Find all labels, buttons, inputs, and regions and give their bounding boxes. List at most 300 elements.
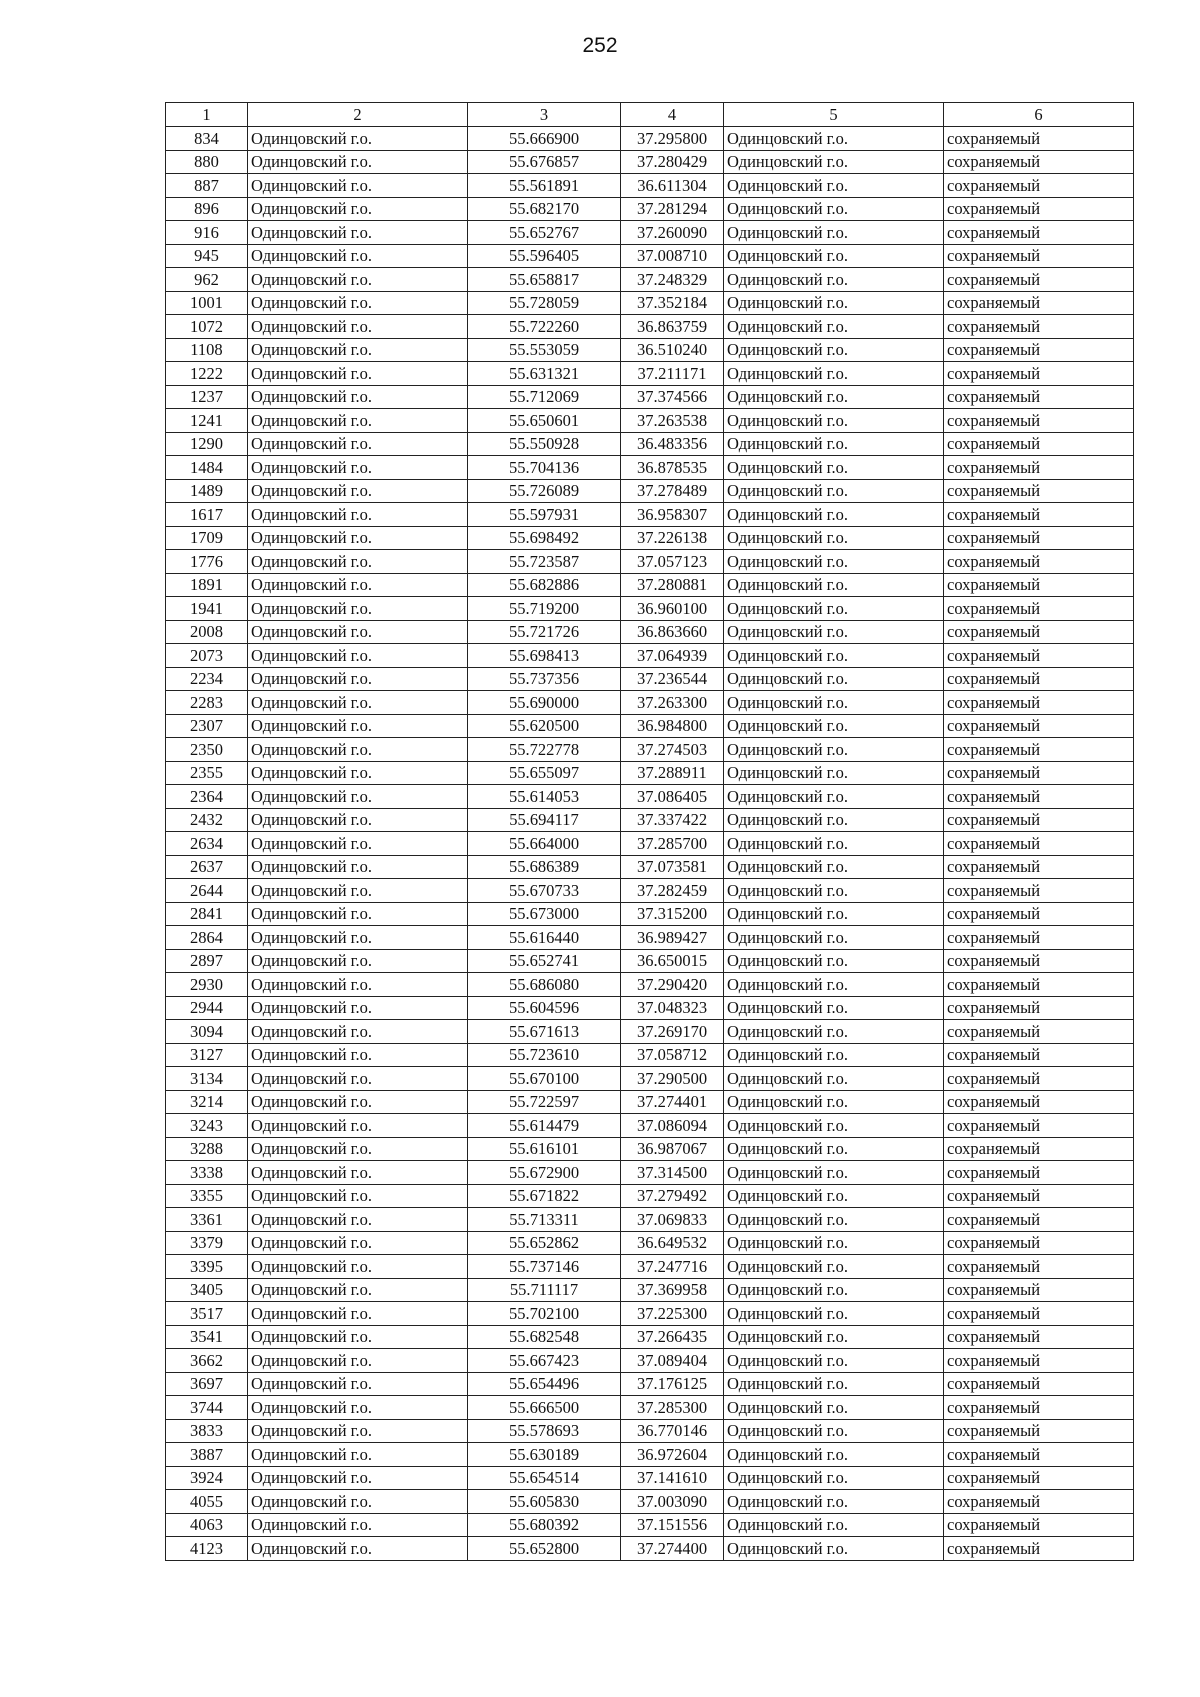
- cell-district-2: Одинцовский г.о.: [724, 1349, 944, 1373]
- cell-district-2: Одинцовский г.о.: [724, 691, 944, 715]
- cell-latitude: 55.553059: [468, 338, 621, 362]
- cell-latitude: 55.670100: [468, 1067, 621, 1091]
- table-row: [166, 385, 1134, 409]
- cell-district: Одинцовский г.о.: [248, 291, 468, 315]
- table-row: [166, 785, 1134, 809]
- cell-district: Одинцовский г.о.: [248, 973, 468, 997]
- cell-number: 3924: [166, 1466, 248, 1490]
- table-row: [166, 902, 1134, 926]
- cell-longitude: 37.280881: [621, 573, 724, 597]
- cell-longitude: 37.269170: [621, 1020, 724, 1044]
- cell-latitude: 55.666500: [468, 1396, 621, 1420]
- cell-district-2: Одинцовский г.о.: [724, 268, 944, 292]
- cell-status: сохраняемый: [944, 1466, 1134, 1490]
- cell-number: 916: [166, 221, 248, 245]
- cell-latitude: 55.614479: [468, 1114, 621, 1138]
- cell-number: 2634: [166, 832, 248, 856]
- cell-longitude: 37.282459: [621, 879, 724, 903]
- cell-latitude: 55.694117: [468, 808, 621, 832]
- registry-table: [165, 102, 1134, 1561]
- cell-longitude: 37.279492: [621, 1184, 724, 1208]
- cell-district: Одинцовский г.о.: [248, 244, 468, 268]
- cell-number: 3833: [166, 1419, 248, 1443]
- cell-district-2: Одинцовский г.о.: [724, 150, 944, 174]
- cell-district: Одинцовский г.о.: [248, 1020, 468, 1044]
- table-row: [166, 691, 1134, 715]
- cell-number: 3127: [166, 1043, 248, 1067]
- cell-status: сохраняемый: [944, 1231, 1134, 1255]
- cell-latitude: 55.680392: [468, 1513, 621, 1537]
- cell-longitude: 37.290420: [621, 973, 724, 997]
- cell-latitude: 55.650601: [468, 409, 621, 433]
- cell-district: Одинцовский г.о.: [248, 785, 468, 809]
- cell-longitude: 37.058712: [621, 1043, 724, 1067]
- cell-district: Одинцовский г.о.: [248, 714, 468, 738]
- cell-latitude: 55.667423: [468, 1349, 621, 1373]
- cell-longitude: 37.274503: [621, 738, 724, 762]
- table-row: [166, 550, 1134, 574]
- cell-status: сохраняемый: [944, 291, 1134, 315]
- cell-status: сохраняемый: [944, 855, 1134, 879]
- table-row: [166, 1114, 1134, 1138]
- cell-longitude: 37.247716: [621, 1255, 724, 1279]
- cell-number: 3541: [166, 1325, 248, 1349]
- table-row: [166, 1067, 1134, 1091]
- cell-status: сохраняемый: [944, 315, 1134, 339]
- cell-latitude: 55.690000: [468, 691, 621, 715]
- cell-longitude: 37.086094: [621, 1114, 724, 1138]
- table-row: [166, 620, 1134, 644]
- cell-number: 2644: [166, 879, 248, 903]
- cell-number: 1776: [166, 550, 248, 574]
- table-row: [166, 1419, 1134, 1443]
- cell-district-2: Одинцовский г.о.: [724, 832, 944, 856]
- cell-longitude: 37.069833: [621, 1208, 724, 1232]
- cell-status: сохраняемый: [944, 1349, 1134, 1373]
- table-row: [166, 738, 1134, 762]
- cell-district-2: Одинцовский г.о.: [724, 503, 944, 527]
- table-row: [166, 879, 1134, 903]
- column-header-1: 1: [166, 103, 248, 127]
- cell-status: сохраняемый: [944, 573, 1134, 597]
- cell-status: сохраняемый: [944, 761, 1134, 785]
- cell-status: сохраняемый: [944, 949, 1134, 973]
- cell-status: сохраняемый: [944, 1137, 1134, 1161]
- cell-latitude: 55.654496: [468, 1372, 621, 1396]
- cell-status: сохраняемый: [944, 268, 1134, 292]
- cell-number: 2930: [166, 973, 248, 997]
- cell-district-2: Одинцовский г.о.: [724, 1443, 944, 1467]
- cell-district: Одинцовский г.о.: [248, 1372, 468, 1396]
- cell-status: сохраняемый: [944, 1396, 1134, 1420]
- cell-status: сохраняемый: [944, 1278, 1134, 1302]
- cell-latitude: 55.616101: [468, 1137, 621, 1161]
- cell-longitude: 36.650015: [621, 949, 724, 973]
- cell-number: 3288: [166, 1137, 248, 1161]
- cell-district-2: Одинцовский г.о.: [724, 221, 944, 245]
- table-row: [166, 221, 1134, 245]
- cell-number: 1709: [166, 526, 248, 550]
- cell-number: 945: [166, 244, 248, 268]
- cell-longitude: 37.141610: [621, 1466, 724, 1490]
- cell-number: 3338: [166, 1161, 248, 1185]
- table-row: [166, 197, 1134, 221]
- cell-status: сохраняемый: [944, 597, 1134, 621]
- cell-number: 3094: [166, 1020, 248, 1044]
- cell-district-2: Одинцовский г.о.: [724, 902, 944, 926]
- cell-district: Одинцовский г.о.: [248, 1278, 468, 1302]
- table-row: [166, 1231, 1134, 1255]
- cell-district-2: Одинцовский г.о.: [724, 620, 944, 644]
- cell-status: сохраняемый: [944, 714, 1134, 738]
- cell-number: 2283: [166, 691, 248, 715]
- cell-district-2: Одинцовский г.о.: [724, 1396, 944, 1420]
- cell-district-2: Одинцовский г.о.: [724, 785, 944, 809]
- cell-longitude: 37.064939: [621, 644, 724, 668]
- table-row: [166, 1208, 1134, 1232]
- table-row: [166, 268, 1134, 292]
- cell-district-2: Одинцовский г.о.: [724, 1490, 944, 1514]
- table-row: [166, 1255, 1134, 1279]
- cell-latitude: 55.711117: [468, 1278, 621, 1302]
- cell-status: сохраняемый: [944, 1184, 1134, 1208]
- table-row: [166, 973, 1134, 997]
- cell-number: 3243: [166, 1114, 248, 1138]
- table-row: [166, 949, 1134, 973]
- cell-district-2: Одинцовский г.о.: [724, 597, 944, 621]
- cell-district: Одинцовский г.о.: [248, 1325, 468, 1349]
- cell-district-2: Одинцовский г.о.: [724, 1325, 944, 1349]
- cell-district: Одинцовский г.о.: [248, 1466, 468, 1490]
- cell-latitude: 55.702100: [468, 1302, 621, 1326]
- cell-district: Одинцовский г.о.: [248, 1490, 468, 1514]
- cell-longitude: 37.151556: [621, 1513, 724, 1537]
- cell-district-2: Одинцовский г.о.: [724, 1231, 944, 1255]
- table-row: [166, 1372, 1134, 1396]
- cell-longitude: 37.374566: [621, 385, 724, 409]
- cell-district-2: Одинцовский г.о.: [724, 174, 944, 198]
- cell-number: 1237: [166, 385, 248, 409]
- cell-district: Одинцовский г.о.: [248, 268, 468, 292]
- cell-latitude: 55.737356: [468, 667, 621, 691]
- cell-district: Одинцовский г.о.: [248, 432, 468, 456]
- cell-longitude: 37.003090: [621, 1490, 724, 1514]
- cell-longitude: 37.314500: [621, 1161, 724, 1185]
- cell-status: сохраняемый: [944, 1208, 1134, 1232]
- cell-number: 1108: [166, 338, 248, 362]
- cell-longitude: 36.770146: [621, 1419, 724, 1443]
- cell-district-2: Одинцовский г.о.: [724, 385, 944, 409]
- cell-district: Одинцовский г.о.: [248, 1114, 468, 1138]
- cell-longitude: 37.274401: [621, 1090, 724, 1114]
- cell-district: Одинцовский г.о.: [248, 691, 468, 715]
- column-header-2: 2: [248, 103, 468, 127]
- cell-longitude: 37.073581: [621, 855, 724, 879]
- cell-latitude: 55.620500: [468, 714, 621, 738]
- cell-latitude: 55.722778: [468, 738, 621, 762]
- table-row: [166, 503, 1134, 527]
- cell-district: Одинцовский г.о.: [248, 150, 468, 174]
- cell-status: сохраняемый: [944, 902, 1134, 926]
- table-row: [166, 432, 1134, 456]
- cell-district: Одинцовский г.о.: [248, 949, 468, 973]
- cell-number: 2364: [166, 785, 248, 809]
- cell-status: сохраняемый: [944, 832, 1134, 856]
- cell-status: сохраняемый: [944, 1537, 1134, 1561]
- cell-latitude: 55.713311: [468, 1208, 621, 1232]
- cell-longitude: 36.989427: [621, 926, 724, 950]
- cell-longitude: 36.510240: [621, 338, 724, 362]
- cell-district: Одинцовский г.о.: [248, 1396, 468, 1420]
- cell-latitude: 55.631321: [468, 362, 621, 386]
- cell-number: 887: [166, 174, 248, 198]
- cell-district-2: Одинцовский г.о.: [724, 1067, 944, 1091]
- cell-longitude: 37.295800: [621, 127, 724, 151]
- cell-district: Одинцовский г.о.: [248, 855, 468, 879]
- cell-status: сохраняемый: [944, 1490, 1134, 1514]
- cell-status: сохраняемый: [944, 385, 1134, 409]
- cell-number: 3887: [166, 1443, 248, 1467]
- cell-longitude: 37.176125: [621, 1372, 724, 1396]
- cell-status: сохраняемый: [944, 1302, 1134, 1326]
- cell-district: Одинцовский г.о.: [248, 197, 468, 221]
- cell-number: 2897: [166, 949, 248, 973]
- cell-latitude: 55.723610: [468, 1043, 621, 1067]
- cell-district: Одинцовский г.о.: [248, 1255, 468, 1279]
- cell-district-2: Одинцовский г.о.: [724, 926, 944, 950]
- cell-latitude: 55.698492: [468, 526, 621, 550]
- cell-longitude: 37.225300: [621, 1302, 724, 1326]
- cell-district: Одинцовский г.о.: [248, 362, 468, 386]
- cell-number: 3379: [166, 1231, 248, 1255]
- page-number: 252: [582, 34, 618, 57]
- cell-longitude: 37.352184: [621, 291, 724, 315]
- cell-longitude: 37.280429: [621, 150, 724, 174]
- cell-status: сохраняемый: [944, 127, 1134, 151]
- cell-district-2: Одинцовский г.о.: [724, 808, 944, 832]
- cell-longitude: 37.236544: [621, 667, 724, 691]
- cell-district-2: Одинцовский г.о.: [724, 644, 944, 668]
- column-header-3: 3: [468, 103, 621, 127]
- cell-district-2: Одинцовский г.о.: [724, 1466, 944, 1490]
- table-row: [166, 127, 1134, 151]
- cell-status: сохраняемый: [944, 479, 1134, 503]
- cell-district-2: Одинцовский г.о.: [724, 761, 944, 785]
- cell-longitude: 37.089404: [621, 1349, 724, 1373]
- cell-district-2: Одинцовский г.о.: [724, 1137, 944, 1161]
- cell-number: 3662: [166, 1349, 248, 1373]
- cell-district: Одинцовский г.о.: [248, 409, 468, 433]
- cell-number: 3697: [166, 1372, 248, 1396]
- cell-district: Одинцовский г.о.: [248, 1349, 468, 1373]
- table-row: [166, 1396, 1134, 1420]
- cell-status: сохраняемый: [944, 691, 1134, 715]
- cell-latitude: 55.722597: [468, 1090, 621, 1114]
- table-row: [166, 667, 1134, 691]
- cell-number: 3355: [166, 1184, 248, 1208]
- table-row: [166, 244, 1134, 268]
- table-row: [166, 1466, 1134, 1490]
- cell-latitude: 55.654514: [468, 1466, 621, 1490]
- cell-latitude: 55.652862: [468, 1231, 621, 1255]
- cell-latitude: 55.605830: [468, 1490, 621, 1514]
- cell-district: Одинцовский г.о.: [248, 738, 468, 762]
- cell-number: 1617: [166, 503, 248, 527]
- cell-latitude: 55.666900: [468, 127, 621, 151]
- cell-longitude: 36.958307: [621, 503, 724, 527]
- cell-number: 2841: [166, 902, 248, 926]
- cell-number: 4063: [166, 1513, 248, 1537]
- cell-status: сохраняемый: [944, 1325, 1134, 1349]
- cell-number: 2307: [166, 714, 248, 738]
- table-row: [166, 526, 1134, 550]
- cell-number: 1001: [166, 291, 248, 315]
- cell-district: Одинцовский г.о.: [248, 1443, 468, 1467]
- cell-district-2: Одинцовский г.о.: [724, 1020, 944, 1044]
- cell-district: Одинцовский г.о.: [248, 644, 468, 668]
- cell-number: 4055: [166, 1490, 248, 1514]
- cell-latitude: 55.561891: [468, 174, 621, 198]
- cell-longitude: 37.337422: [621, 808, 724, 832]
- cell-longitude: 37.266435: [621, 1325, 724, 1349]
- cell-latitude: 55.704136: [468, 456, 621, 480]
- cell-status: сохраняемый: [944, 926, 1134, 950]
- cell-number: 834: [166, 127, 248, 151]
- cell-latitude: 55.673000: [468, 902, 621, 926]
- cell-district: Одинцовский г.о.: [248, 550, 468, 574]
- cell-district-2: Одинцовский г.о.: [724, 1372, 944, 1396]
- cell-status: сохраняемый: [944, 1020, 1134, 1044]
- cell-status: сохраняемый: [944, 620, 1134, 644]
- cell-status: сохраняемый: [944, 526, 1134, 550]
- cell-district-2: Одинцовский г.о.: [724, 1537, 944, 1561]
- cell-number: 1484: [166, 456, 248, 480]
- cell-district: Одинцовский г.о.: [248, 573, 468, 597]
- cell-longitude: 37.048323: [621, 996, 724, 1020]
- cell-latitude: 55.596405: [468, 244, 621, 268]
- cell-longitude: 37.211171: [621, 362, 724, 386]
- cell-district-2: Одинцовский г.о.: [724, 1419, 944, 1443]
- cell-latitude: 55.652800: [468, 1537, 621, 1561]
- cell-longitude: 37.369958: [621, 1278, 724, 1302]
- cell-number: 1241: [166, 409, 248, 433]
- cell-district-2: Одинцовский г.о.: [724, 432, 944, 456]
- cell-number: 3134: [166, 1067, 248, 1091]
- cell-longitude: 37.278489: [621, 479, 724, 503]
- cell-district: Одинцовский г.о.: [248, 808, 468, 832]
- cell-longitude: 37.288911: [621, 761, 724, 785]
- table-row: [166, 1302, 1134, 1326]
- cell-status: сохраняемый: [944, 644, 1134, 668]
- table-row: [166, 808, 1134, 832]
- cell-number: 2073: [166, 644, 248, 668]
- cell-status: сохраняемый: [944, 150, 1134, 174]
- cell-longitude: 37.281294: [621, 197, 724, 221]
- cell-district-2: Одинцовский г.о.: [724, 949, 944, 973]
- cell-latitude: 55.672900: [468, 1161, 621, 1185]
- cell-status: сохраняемый: [944, 409, 1134, 433]
- table-row: [166, 1043, 1134, 1067]
- cell-longitude: 36.987067: [621, 1137, 724, 1161]
- cell-latitude: 55.671822: [468, 1184, 621, 1208]
- table-row: [166, 573, 1134, 597]
- cell-district: Одинцовский г.о.: [248, 1419, 468, 1443]
- cell-district: Одинцовский г.о.: [248, 503, 468, 527]
- table-body: [166, 127, 1134, 1561]
- cell-district-2: Одинцовский г.о.: [724, 1208, 944, 1232]
- cell-status: сохраняемый: [944, 1443, 1134, 1467]
- cell-district: Одинцовский г.о.: [248, 338, 468, 362]
- table-row: [166, 362, 1134, 386]
- table-row: [166, 597, 1134, 621]
- cell-latitude: 55.630189: [468, 1443, 621, 1467]
- cell-status: сохраняемый: [944, 879, 1134, 903]
- cell-district-2: Одинцовский г.о.: [724, 879, 944, 903]
- cell-district-2: Одинцовский г.о.: [724, 315, 944, 339]
- table-row: [166, 1137, 1134, 1161]
- cell-district-2: Одинцовский г.о.: [724, 573, 944, 597]
- cell-status: сохраняемый: [944, 996, 1134, 1020]
- cell-longitude: 36.960100: [621, 597, 724, 621]
- table-header: [166, 103, 1134, 127]
- cell-district-2: Одинцовский г.о.: [724, 667, 944, 691]
- cell-district: Одинцовский г.о.: [248, 1067, 468, 1091]
- cell-district-2: Одинцовский г.о.: [724, 996, 944, 1020]
- cell-latitude: 55.670733: [468, 879, 621, 903]
- cell-latitude: 55.737146: [468, 1255, 621, 1279]
- table-row: [166, 855, 1134, 879]
- column-header-4: 4: [621, 103, 724, 127]
- cell-district: Одинцовский г.о.: [248, 620, 468, 644]
- cell-district: Одинцовский г.о.: [248, 1302, 468, 1326]
- cell-latitude: 55.712069: [468, 385, 621, 409]
- table-row: [166, 996, 1134, 1020]
- table-row: [166, 174, 1134, 198]
- cell-longitude: 37.260090: [621, 221, 724, 245]
- cell-latitude: 55.682886: [468, 573, 621, 597]
- table-row: [166, 832, 1134, 856]
- cell-latitude: 55.578693: [468, 1419, 621, 1443]
- table-row: [166, 1513, 1134, 1537]
- cell-longitude: 37.290500: [621, 1067, 724, 1091]
- cell-latitude: 55.616440: [468, 926, 621, 950]
- cell-district-2: Одинцовский г.о.: [724, 526, 944, 550]
- cell-longitude: 36.483356: [621, 432, 724, 456]
- cell-district: Одинцовский г.о.: [248, 221, 468, 245]
- cell-longitude: 37.263538: [621, 409, 724, 433]
- cell-longitude: 36.649532: [621, 1231, 724, 1255]
- cell-district: Одинцовский г.о.: [248, 1137, 468, 1161]
- cell-latitude: 55.655097: [468, 761, 621, 785]
- cell-status: сохраняемый: [944, 785, 1134, 809]
- column-header-5: 5: [724, 103, 944, 127]
- cell-latitude: 55.726089: [468, 479, 621, 503]
- cell-latitude: 55.723587: [468, 550, 621, 574]
- cell-district: Одинцовский г.о.: [248, 832, 468, 856]
- cell-district-2: Одинцовский г.о.: [724, 714, 944, 738]
- cell-status: сохраняемый: [944, 1067, 1134, 1091]
- cell-longitude: 36.984800: [621, 714, 724, 738]
- cell-district: Одинцовский г.о.: [248, 1161, 468, 1185]
- cell-district: Одинцовский г.о.: [248, 761, 468, 785]
- cell-number: 1072: [166, 315, 248, 339]
- table-row: [166, 456, 1134, 480]
- cell-longitude: 36.863660: [621, 620, 724, 644]
- cell-latitude: 55.722260: [468, 315, 621, 339]
- cell-district-2: Одинцовский г.о.: [724, 1278, 944, 1302]
- table-row: [166, 1490, 1134, 1514]
- cell-status: сохраняемый: [944, 1161, 1134, 1185]
